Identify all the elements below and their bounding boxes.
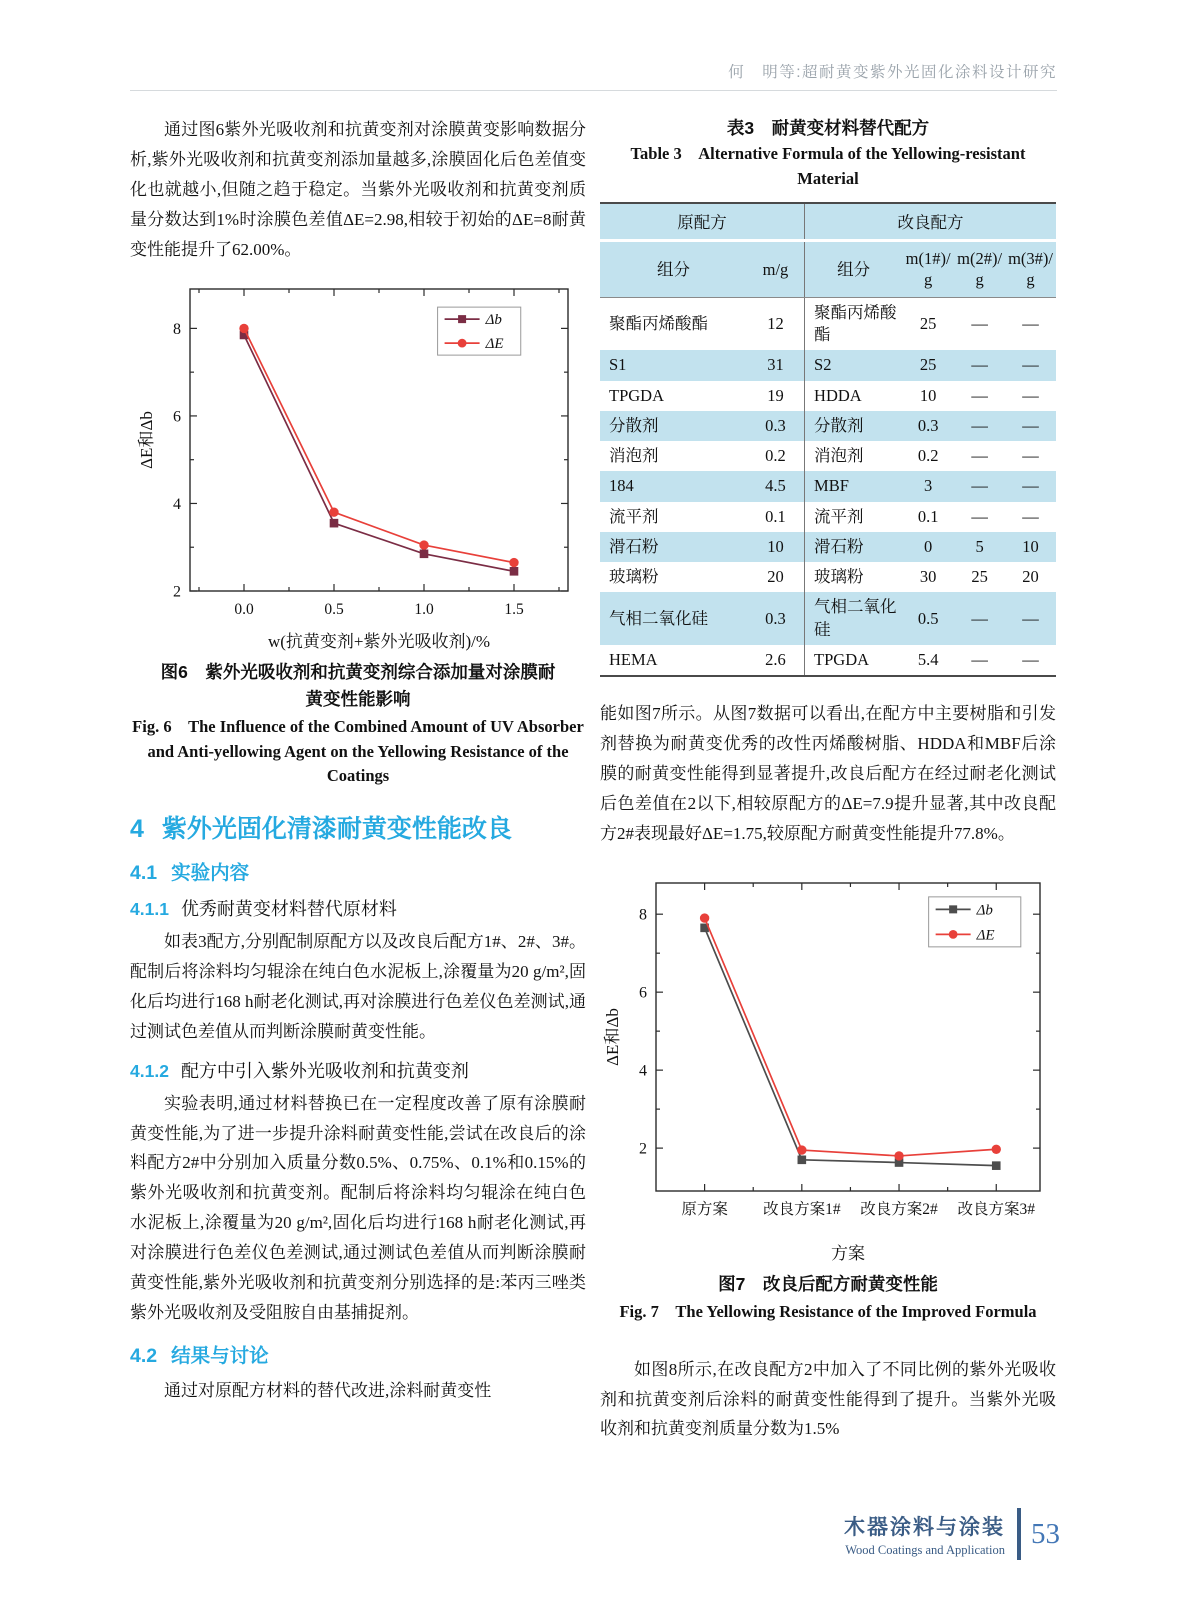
svg-text:ΔE: ΔE bbox=[976, 927, 995, 944]
column-header: 组分 bbox=[600, 240, 747, 297]
table-cell: S1 bbox=[609, 355, 627, 375]
table-cell: 25 bbox=[919, 355, 937, 375]
svg-text:Δb: Δb bbox=[485, 311, 502, 328]
table-cell: — bbox=[1022, 415, 1039, 435]
table-cell: 0.3 bbox=[765, 608, 786, 628]
figure-6 bbox=[130, 277, 586, 790]
figure6-caption-zh: 图6 紫外光吸收剂和抗黄变剂综合添加量对涂膜耐黄变性能影响 bbox=[160, 661, 556, 709]
section-title: 实验内容 bbox=[171, 862, 250, 885]
figure6-caption-en: Fig. 6 The Influence of the Combined Amount of UV Absorber and Anti-yellowing Agent on the Yellowing Resistance of the Coatings bbox=[132, 716, 584, 786]
table-cell: 3 bbox=[924, 476, 933, 496]
table-cell: 19 bbox=[767, 385, 784, 405]
figure7-caption-zh: 图7 改良后配方耐黄变性能 bbox=[718, 1273, 938, 1294]
paragraph-2: 如表3配方,分别配制原配方以及改良后配方1#、2#、3#。配制后将涂料均匀辊涂在纯白色水泥板上,涂覆量为20 g/m²,固化后均进行168 h耐老化测试,再对涂膜进行色差仪色差测试,通过测试色差值从而判断涂膜耐黄变性能。 bbox=[130, 932, 586, 1041]
section-number: 4.1.1 bbox=[130, 899, 169, 920]
table-row bbox=[600, 441, 1056, 471]
svg-text:改良方案3#: 改良方案3# bbox=[957, 1200, 1036, 1218]
table-cell: 消泡剂 bbox=[805, 441, 903, 471]
svg-text:原方案: 原方案 bbox=[681, 1200, 728, 1218]
table-cell: — bbox=[971, 415, 988, 435]
table-cell: 0.5 bbox=[917, 608, 939, 628]
table-cell: TPGDA bbox=[805, 645, 903, 676]
figure-7 bbox=[600, 867, 1056, 1325]
group-header-original: 原配方 bbox=[600, 203, 805, 241]
svg-text:2: 2 bbox=[639, 1140, 647, 1158]
table-cell: — bbox=[1022, 385, 1039, 405]
svg-text:4: 4 bbox=[173, 495, 181, 513]
table-cell: 气相二氧化硅 bbox=[805, 592, 903, 645]
section-4-1-heading bbox=[130, 857, 586, 885]
table-cell: 滑石粉 bbox=[609, 536, 659, 556]
table-cell: 25 bbox=[971, 567, 988, 587]
paragraph-4: 通过对原配方材料的替代改进,涂料耐黄变性 bbox=[164, 1380, 492, 1400]
paragraph-5: 能如图7所示。从图7数据可以看出,在配方中主要树脂和引发剂替换为耐黄变优秀的改性丙烯酸树脂、HDDA和MBF后涂膜的耐黄变性能得到显著提升,改良后配方在经过耐老化测试后色差值在2以下,相较原配方的ΔE=7.9提升显著,其中改良配方2#表现最好ΔE=1.75,较原配方耐黄变性能提升77.8%。 bbox=[600, 704, 1056, 843]
table-cell: — bbox=[1022, 476, 1039, 496]
table3-title-zh: 表3 耐黄变材料替代配方 bbox=[726, 118, 930, 138]
table-cell: — bbox=[1022, 608, 1039, 628]
table-cell: 玻璃粉 bbox=[805, 562, 903, 592]
footer-divider-bar bbox=[1017, 1508, 1021, 1560]
svg-text:改良方案2#: 改良方案2# bbox=[860, 1200, 938, 1218]
table3 bbox=[600, 202, 1056, 678]
table-row bbox=[600, 471, 1056, 501]
table-cell: 分散剂 bbox=[805, 411, 903, 441]
table-cell: TPGDA bbox=[609, 385, 665, 405]
two-column-layout bbox=[130, 115, 1057, 1444]
figure7-caption bbox=[600, 1271, 1056, 1325]
table-cell: — bbox=[971, 506, 988, 526]
table-cell: 25 bbox=[919, 313, 937, 333]
section-4-heading bbox=[130, 809, 586, 845]
svg-text:8: 8 bbox=[173, 320, 181, 338]
table-cell: 消泡剂 bbox=[609, 446, 659, 466]
table-cell: 聚酯丙烯酸酯 bbox=[805, 297, 903, 350]
table-cell: 聚酯丙烯酸酯 bbox=[609, 313, 708, 333]
table-cell: HEMA bbox=[609, 650, 658, 669]
table-cell: 流平剂 bbox=[805, 502, 903, 532]
column-header: m/g bbox=[747, 240, 805, 297]
table-cell: S2 bbox=[805, 350, 903, 380]
table-cell: 0.3 bbox=[765, 415, 786, 435]
table-cell: — bbox=[971, 446, 988, 466]
svg-text:1.0: 1.0 bbox=[414, 600, 434, 618]
table-cell: 30 bbox=[919, 567, 937, 587]
table-cell: 0.1 bbox=[765, 506, 786, 526]
table-row bbox=[600, 411, 1056, 441]
section-number: 4 bbox=[130, 815, 144, 844]
table-cell: MBF bbox=[805, 471, 903, 501]
table-cell: — bbox=[1022, 355, 1039, 375]
section-title: 配方中引入紫外光吸收剂和抗黄变剂 bbox=[180, 1060, 469, 1081]
svg-text:w(抗黄变剂+紫外光吸收剂)/%: w(抗黄变剂+紫外光吸收剂)/% bbox=[267, 631, 491, 651]
section-title: 紫外光固化清漆耐黄变性能改良 bbox=[161, 815, 512, 844]
column-header: 组分 bbox=[805, 240, 903, 297]
journal-name-zh: 木器涂料与涂装 bbox=[844, 1515, 1005, 1539]
table-column-header-row bbox=[600, 240, 1056, 297]
table-cell: 2.6 bbox=[765, 650, 786, 669]
table-cell: — bbox=[971, 476, 988, 496]
table-cell: 31 bbox=[767, 355, 784, 375]
table-cell: 20 bbox=[767, 567, 784, 587]
running-head: 何 明等:超耐黄变紫外光固化涂料设计研究 bbox=[728, 64, 1057, 81]
figure7-caption-en: Fig. 7 The Yellowing Resistance of the Improved Formula bbox=[619, 1301, 1037, 1321]
section-4-1-1-heading bbox=[130, 895, 586, 921]
svg-text:6: 6 bbox=[639, 984, 647, 1002]
table-row bbox=[600, 645, 1056, 676]
svg-text:Δb: Δb bbox=[976, 902, 993, 919]
svg-text:2: 2 bbox=[173, 583, 181, 601]
table-cell: 0.2 bbox=[765, 446, 786, 466]
svg-text:ΔE: ΔE bbox=[485, 335, 504, 352]
column-header: m(3#)/ g bbox=[1005, 240, 1056, 297]
table-row bbox=[600, 350, 1056, 380]
svg-text:ΔE和Δb: ΔE和Δb bbox=[603, 1007, 622, 1066]
table-row bbox=[600, 562, 1056, 592]
table-row bbox=[600, 381, 1056, 411]
table-cell: 10 bbox=[1022, 536, 1039, 556]
section-4-1-2-heading bbox=[130, 1057, 586, 1083]
table-row bbox=[600, 502, 1056, 532]
table-cell: 184 bbox=[609, 476, 634, 496]
paragraph-6: 如图8所示,在改良配方2中加入了不同比例的紫外光吸收剂和抗黄变剂后涂料的耐黄变性能得到了提升。当紫外光吸收剂和抗黄变剂质量分数为1.5% bbox=[600, 1359, 1056, 1439]
journal-name-block bbox=[844, 1511, 1005, 1558]
table-cell: 10 bbox=[767, 536, 784, 556]
section-number: 4.2 bbox=[130, 1344, 158, 1367]
table-cell: 12 bbox=[767, 313, 784, 333]
table-cell: — bbox=[1022, 446, 1039, 466]
table-cell: — bbox=[971, 650, 988, 669]
svg-text:ΔE和Δb: ΔE和Δb bbox=[137, 410, 156, 469]
paragraph-1: 通过图6紫外光吸收剂和抗黄变剂对涂膜黄变影响数据分析,紫外光吸收剂和抗黄变剂添加量越多,涂膜固化后色差值变化也就越小,但随之趋于稳定。当紫外光吸收剂和抗黄变剂质量分数达到1%时涂膜色差值ΔE=2.98,相较于初始的ΔE=8耐黄变性能提升了62.00%。 bbox=[130, 120, 586, 259]
right-column bbox=[600, 115, 1056, 1444]
table-cell: — bbox=[971, 608, 988, 628]
table-cell: 气相二氧化硅 bbox=[609, 608, 708, 628]
table-cell: 5.4 bbox=[917, 650, 939, 669]
svg-text:方案: 方案 bbox=[831, 1243, 865, 1263]
svg-text:6: 6 bbox=[173, 407, 181, 425]
column-header: m(1#)/ g bbox=[902, 240, 954, 297]
svg-text:8: 8 bbox=[639, 906, 647, 924]
table3-header bbox=[600, 203, 1056, 298]
figure6-line-chart bbox=[130, 277, 586, 655]
table-row bbox=[600, 592, 1056, 645]
table-cell: 玻璃粉 bbox=[609, 567, 659, 587]
table-cell: 5 bbox=[975, 536, 984, 556]
table-cell: — bbox=[971, 385, 988, 405]
formula-table-body bbox=[600, 297, 1056, 676]
table-cell: — bbox=[1022, 650, 1039, 669]
table-cell: — bbox=[971, 313, 988, 333]
table-cell: 0.2 bbox=[917, 446, 939, 466]
section-number: 4.1 bbox=[130, 862, 158, 885]
group-header-improved: 改良配方 bbox=[805, 203, 1056, 241]
table-cell: — bbox=[1022, 506, 1039, 526]
svg-text:0.0: 0.0 bbox=[234, 600, 254, 618]
left-column bbox=[130, 115, 586, 1444]
table-cell: 0.3 bbox=[917, 415, 939, 435]
table-cell: 0.1 bbox=[917, 506, 939, 526]
svg-text:改良方案1#: 改良方案1# bbox=[763, 1200, 841, 1218]
page-number: 53 bbox=[1031, 1517, 1060, 1550]
section-number: 4.1.2 bbox=[130, 1060, 169, 1081]
table-cell: 流平剂 bbox=[609, 506, 659, 526]
paragraph-3: 实验表明,通过材料替换已在一定程度改善了原有涂膜耐黄变性能,为了进一步提升涂料耐黄变性能,尝试在改良后的涂料配方2#中分别加入质量分数0.5%、0.75%、0.1%和0.15%的紫外光吸收剂和抗黄变剂。配制后将涂料均匀辊涂在纯白色水泥板上,涂覆量为20 g/m²,固化后均进行168 h耐老化测试,再对涂膜进行色差仪色差测试,通过测试色差值从而判断涂膜耐黄变性能,紫外光吸收剂和抗黄变剂分别选择的是:苯丙三唑类紫外光吸收剂及受阻胺自由基捕捉剂。 bbox=[130, 1093, 586, 1322]
table-group-header-row bbox=[600, 203, 1056, 241]
table-cell: HDDA bbox=[805, 381, 903, 411]
table-cell: 4.5 bbox=[765, 476, 786, 496]
table-row bbox=[600, 297, 1056, 350]
column-header: m(2#)/ g bbox=[954, 240, 1005, 297]
svg-text:1.5: 1.5 bbox=[504, 600, 524, 618]
figure6-caption bbox=[130, 659, 586, 790]
table-cell: — bbox=[1022, 313, 1039, 333]
table-cell: 分散剂 bbox=[609, 415, 659, 435]
header-divider bbox=[130, 90, 1057, 91]
section-title: 结果与讨论 bbox=[171, 1344, 269, 1367]
table-cell: 0 bbox=[924, 536, 933, 556]
figure7-line-chart bbox=[600, 867, 1056, 1267]
journal-name-en: Wood Coatings and Application bbox=[845, 1542, 1005, 1557]
table-row bbox=[600, 532, 1056, 562]
table-cell: — bbox=[971, 355, 988, 375]
svg-text:0.5: 0.5 bbox=[324, 600, 344, 618]
table3-title-en: Table 3 Alternative Formula of the Yellowing-resistant Material bbox=[630, 144, 1026, 188]
svg-text:4: 4 bbox=[639, 1062, 647, 1080]
table-cell: 滑石粉 bbox=[805, 532, 903, 562]
section-4-2-heading bbox=[130, 1340, 586, 1368]
table-cell: 10 bbox=[919, 385, 937, 405]
section-title: 优秀耐黄变材料替代原材料 bbox=[180, 899, 397, 920]
page-footer bbox=[844, 1508, 1060, 1560]
table-cell: 20 bbox=[1022, 567, 1039, 587]
